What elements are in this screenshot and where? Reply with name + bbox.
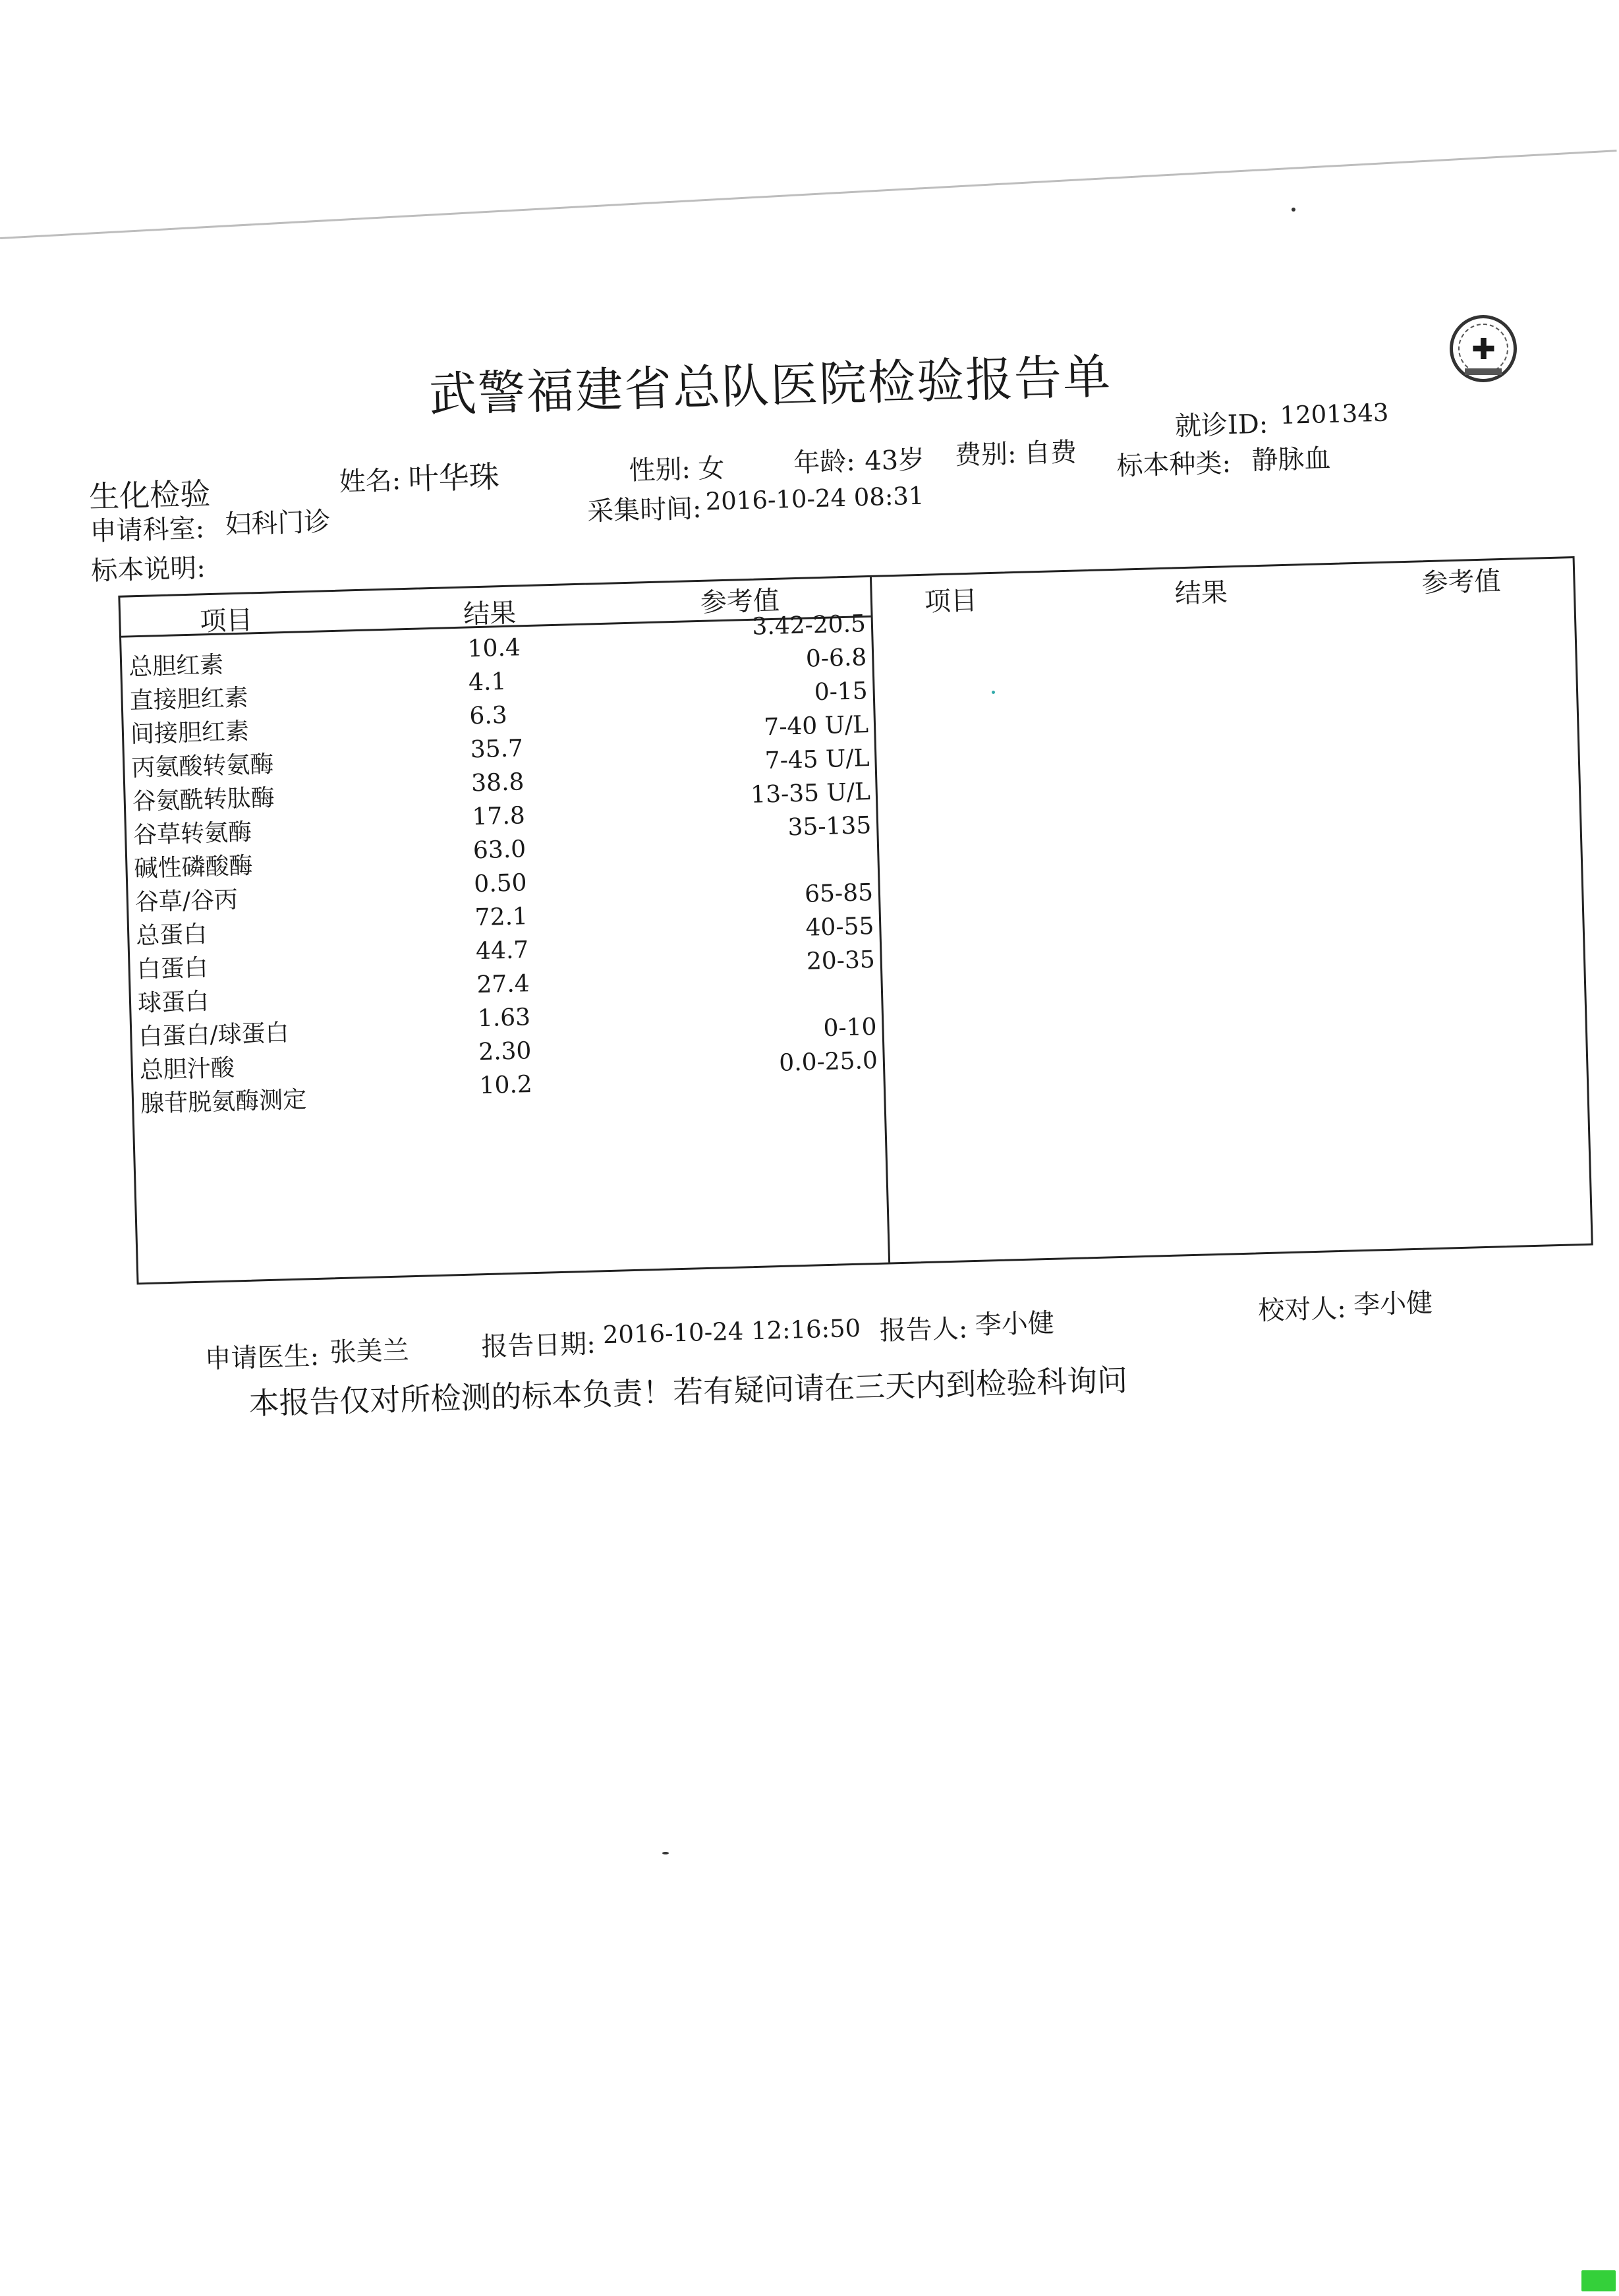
- item-reference: 20-35: [806, 946, 876, 975]
- item-reference: 0.0-25.0: [778, 1047, 878, 1077]
- collect-time-label: 采集时间:: [586, 493, 702, 527]
- scan-speck: [662, 1852, 669, 1854]
- item-result: 4.1: [468, 668, 507, 697]
- item-name: 球蛋白: [137, 988, 210, 1018]
- item-result: 35.7: [470, 735, 524, 764]
- item-name: 总蛋白: [135, 921, 208, 950]
- item-name: 谷氨酰转肽酶: [132, 784, 275, 816]
- doctor-value: 张美兰: [329, 1335, 410, 1368]
- gender-value: 女: [697, 453, 725, 484]
- collect-time-value: 2016-10-24 08:31: [705, 481, 924, 516]
- item-result: 72.1: [474, 903, 528, 932]
- specimen-type-value: 静脉血: [1251, 443, 1331, 476]
- item-result: 10.4: [467, 634, 521, 663]
- item-reference: 0-6.8: [805, 644, 867, 673]
- checker-label: 校对人:: [1257, 1293, 1347, 1327]
- item-result: 38.8: [470, 768, 525, 797]
- age-label: 年龄:: [793, 446, 856, 478]
- paper-edge-line: [0, 150, 1617, 239]
- dept-label: 申请科室:: [90, 513, 205, 547]
- age-value: 43岁: [864, 444, 925, 477]
- item-name: 碱性磷酸酶: [133, 852, 254, 883]
- col-header-result-right: 结果: [1174, 577, 1228, 610]
- item-result: 27.4: [476, 970, 530, 999]
- item-name: 间接胆红素: [130, 718, 250, 749]
- watermark-tag: [1581, 2270, 1616, 2291]
- item-result: 17.8: [472, 802, 526, 831]
- item-reference: 7-45 U/L: [764, 745, 870, 775]
- fee-label: 费别:: [954, 438, 1017, 471]
- item-reference: 13-35 U/L: [750, 778, 871, 809]
- item-name: 总胆汁酸: [139, 1054, 235, 1085]
- col-header-item-left: 项目: [199, 605, 254, 637]
- item-reference: 40-55: [805, 912, 874, 942]
- item-name: 直接胆红素: [129, 684, 249, 715]
- item-name: 谷草转氨酶: [132, 818, 252, 849]
- col-header-ref-left: 参考值: [700, 585, 780, 618]
- col-header-result-left: 结果: [463, 598, 517, 630]
- col-header-ref-right: 参考值: [1421, 566, 1502, 599]
- patient-name-label: 姓名:: [339, 465, 401, 498]
- results-table: [118, 556, 1593, 1284]
- item-result: 6.3: [469, 701, 508, 730]
- report-date-value: 2016-10-24 12:16:50: [602, 1313, 861, 1350]
- item-reference: 7-40 U/L: [763, 711, 869, 741]
- col-header-item-right: 项目: [924, 585, 978, 617]
- report-date-label: 报告日期:: [480, 1329, 596, 1363]
- item-result: 63.0: [472, 836, 526, 865]
- item-name: 总胆红素: [128, 651, 224, 681]
- gender-label: 性别:: [628, 454, 691, 486]
- item-reference: 3.42-20.5: [751, 610, 866, 641]
- item-reference: 65-85: [804, 878, 874, 908]
- scan-speck: [992, 691, 995, 694]
- item-name: 腺苷脱氨酶测定: [140, 1086, 307, 1118]
- visit-id-label: 就诊ID:: [1174, 409, 1268, 442]
- test-category: 生化检验: [88, 475, 211, 515]
- reporter-value: 李小健: [975, 1307, 1055, 1341]
- item-name: 白蛋白: [136, 954, 209, 984]
- item-result: 2.30: [478, 1037, 532, 1066]
- dept-value: 妇科门诊: [224, 507, 331, 540]
- visit-id-value: 1201343: [1279, 398, 1389, 430]
- reporter-label: 报告人:: [879, 1313, 968, 1346]
- item-result: 44.7: [475, 936, 529, 965]
- item-reference: 35-135: [787, 812, 872, 842]
- item-name: 丙氨酸转氨酶: [130, 751, 274, 782]
- report-title: 武警福建省总队医院检验报告单: [428, 348, 1113, 422]
- item-reference: 0-15: [814, 677, 868, 706]
- specimen-type-label: 标本种类:: [1116, 448, 1232, 482]
- checker-value: 李小健: [1353, 1288, 1433, 1321]
- scan-speck: [1292, 208, 1295, 212]
- doctor-label: 申请医生:: [204, 1340, 320, 1375]
- report-sheet: [86, 328, 1619, 1423]
- item-name: 白蛋白/球蛋白: [138, 1019, 290, 1051]
- item-reference: 0-10: [823, 1013, 877, 1043]
- hospital-seal-icon: ✚: [1450, 315, 1517, 382]
- patient-name: 叶华珠: [407, 459, 500, 497]
- fee-value: 自费: [1023, 437, 1077, 469]
- item-result: 0.50: [473, 869, 528, 898]
- specimen-note-label: 标本说明:: [90, 553, 206, 587]
- item-result: 1.63: [477, 1004, 531, 1033]
- item-result: 10.2: [479, 1071, 533, 1100]
- item-name: 谷草/谷丙: [134, 886, 239, 917]
- disclaimer: 本报告仅对所检测的标本负责！若有疑问请在三天内到检验科询问: [248, 1362, 1128, 1421]
